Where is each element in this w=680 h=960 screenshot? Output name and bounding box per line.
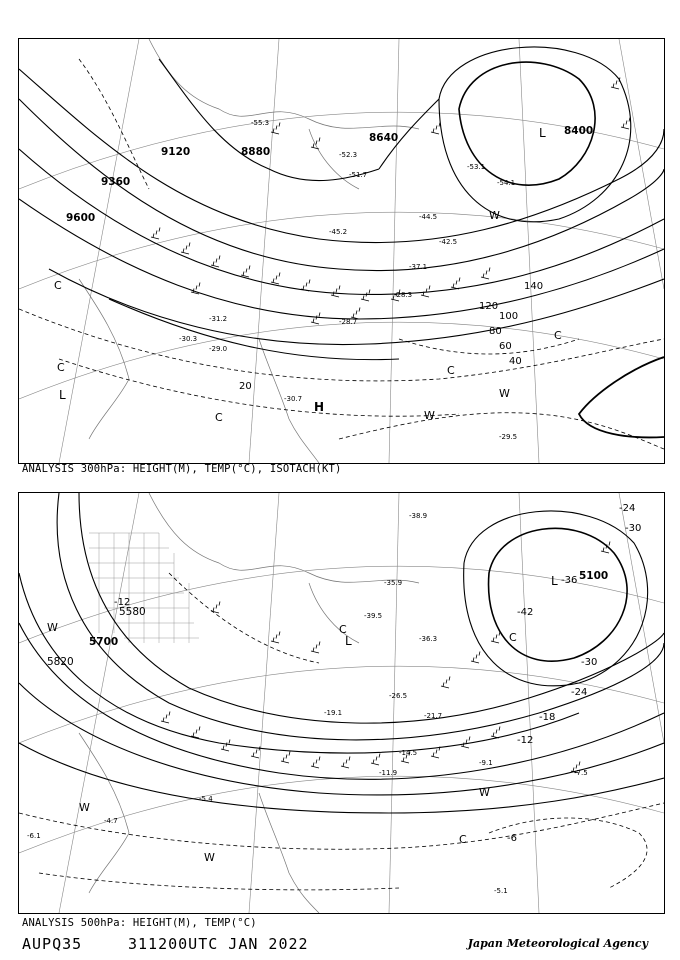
map-300hpa [19,39,664,463]
valid-time: 311200UTC JAN 2022 [128,935,309,953]
wind-barb [311,757,320,769]
graticule [19,493,664,913]
temp-label: -54.1 [497,179,516,187]
temp-label: -37.1 [409,263,428,271]
station-label: -21.7 [424,712,443,720]
height-label: 8880 [241,146,271,158]
low-center: L [539,126,546,140]
isotach-label: 20 [239,381,252,392]
wind-barb [151,228,160,240]
warm-center: W [204,851,215,864]
height-labels [47,570,608,668]
station-label: -14.5 [399,749,418,757]
coastlines [79,39,419,463]
station-label: -39.5 [364,612,383,620]
station-label: -4.7 [104,817,118,825]
wind-barb [471,652,480,664]
temp-label: -55.3 [251,119,270,127]
isotach-label: 40 [509,356,522,367]
temp-label: -28.7 [339,318,358,326]
warm-center: W [489,209,500,222]
temp-label: -30.7 [284,395,303,403]
isotach-label: 120 [479,301,499,312]
isotherms [19,573,664,890]
wind-barbs [151,78,630,325]
height-label: 8400 [564,125,594,137]
station-label: -36.3 [419,635,438,643]
wind-barb [421,286,430,298]
cold-center: C [459,833,467,846]
wind-barb [301,280,310,292]
low-center: L [59,388,66,402]
wind-barb [491,632,500,644]
wind-barb [371,754,380,766]
temp-label: -29.0 [209,345,228,353]
station-label: -9.1 [479,759,493,767]
station-label: -35.9 [384,579,403,587]
height-contours [19,47,664,360]
temp-label: -45.2 [329,228,348,236]
wind-barb [311,138,320,150]
temp-label: -29.5 [499,433,518,441]
isotherm-label: -30 [625,523,642,534]
isotach-label: 100 [499,311,519,322]
wind-barb [221,740,230,752]
station-label: -5.4 [199,795,213,803]
wind-barbs [161,542,610,774]
wind-barb [181,243,190,255]
cold-center: C [54,279,62,292]
wind-barb [431,123,440,135]
isotach-label: 140 [524,281,544,292]
isotherm-label: -36 [561,575,578,586]
wind-barb [361,290,370,302]
height-label: 9360 [101,176,131,188]
station-label: -5.1 [494,887,508,895]
warm-center: W [479,786,490,799]
wind-barb [271,123,280,135]
isotherm-label: -24 [571,687,588,698]
high-speed-core [579,357,664,437]
height-label: 5700 [89,636,119,648]
wind-barb [441,677,450,689]
isotherm-label: -30 [581,657,598,668]
agency-name: Japan Meteorological Agency [467,937,648,950]
temp-label: -51.7 [349,171,368,179]
cold-center: C [509,631,517,644]
height-contours [19,493,664,813]
isotach-label: 60 [499,341,512,352]
cold-center: C [339,623,347,636]
height-label: 5820 [47,656,74,668]
wind-barb [331,286,340,298]
cold-center: C [447,364,455,377]
high-center: H [314,400,325,414]
temp-labels [179,119,517,441]
wind-barb [461,737,470,749]
isotherm-label: -18 [539,712,556,723]
station-label: -26.5 [389,692,408,700]
station-label: -38.9 [409,512,428,520]
station-label: -19.1 [324,709,343,717]
height-label: 5100 [579,570,609,582]
map-500hpa [19,493,664,913]
cold-center: C [554,329,562,342]
warm-center: W [424,409,435,422]
temp-label: -42.5 [439,238,458,246]
bulletin-code: AUPQ35 [22,935,83,953]
wind-barb [481,268,490,280]
isotherm-labels [114,503,641,844]
wind-barb [451,278,460,290]
height-label: 5580 [119,606,146,618]
wind-barb [311,642,320,654]
isotherm-label: -24 [619,503,636,514]
wind-barb [211,602,220,614]
wind-barb [271,273,280,285]
cold-hatch [89,533,199,643]
chart-500hpa [18,492,665,914]
warm-center: W [499,387,510,400]
wind-barb [621,118,630,130]
warm-center: W [47,621,58,634]
low-center: L [551,574,558,588]
cold-center: C [57,361,65,374]
caption-500hpa: ANALYSIS 500hPa: HEIGHT(M), TEMP(°C) [22,917,257,929]
wind-barb [311,313,320,325]
temp-label: -52.3 [339,151,358,159]
isotherm-label: -6 [507,833,517,844]
wind-barb [161,712,170,724]
isotach-label: 80 [489,326,502,337]
height-label: 9600 [66,212,96,224]
station-label: -7.5 [574,769,588,777]
isotherm-label: -42 [517,607,534,618]
station-label: -11.9 [379,769,398,777]
isotherm-label: -12 [114,597,131,608]
temp-label: -31.2 [209,315,228,323]
caption-300hpa: ANALYSIS 300hPa: HEIGHT(M), TEMP(°C), ISOTACH(KT) [22,463,342,475]
height-labels [66,125,593,224]
warm-center: W [79,801,90,814]
wind-barb [191,727,200,739]
height-label: 8640 [369,132,399,144]
wind-barb [491,727,500,739]
center-labels [54,126,562,424]
wind-barb [281,752,290,764]
temp-label: -53.1 [467,163,486,171]
wind-barb [271,632,280,644]
station-label: -6.1 [27,832,41,840]
wind-barb [241,266,250,278]
coastlines [79,493,419,913]
wind-barb [211,256,220,268]
wind-barb [341,757,350,769]
isotherm-label: -12 [517,735,534,746]
low-center: L [345,634,352,648]
temp-label: -28.3 [394,291,413,299]
height-label: 9120 [161,146,191,158]
isotachs [19,59,664,449]
chart-300hpa [18,38,665,464]
temp-label: -30.3 [179,335,198,343]
cold-center: C [215,411,223,424]
temp-label: -44.5 [419,213,438,221]
